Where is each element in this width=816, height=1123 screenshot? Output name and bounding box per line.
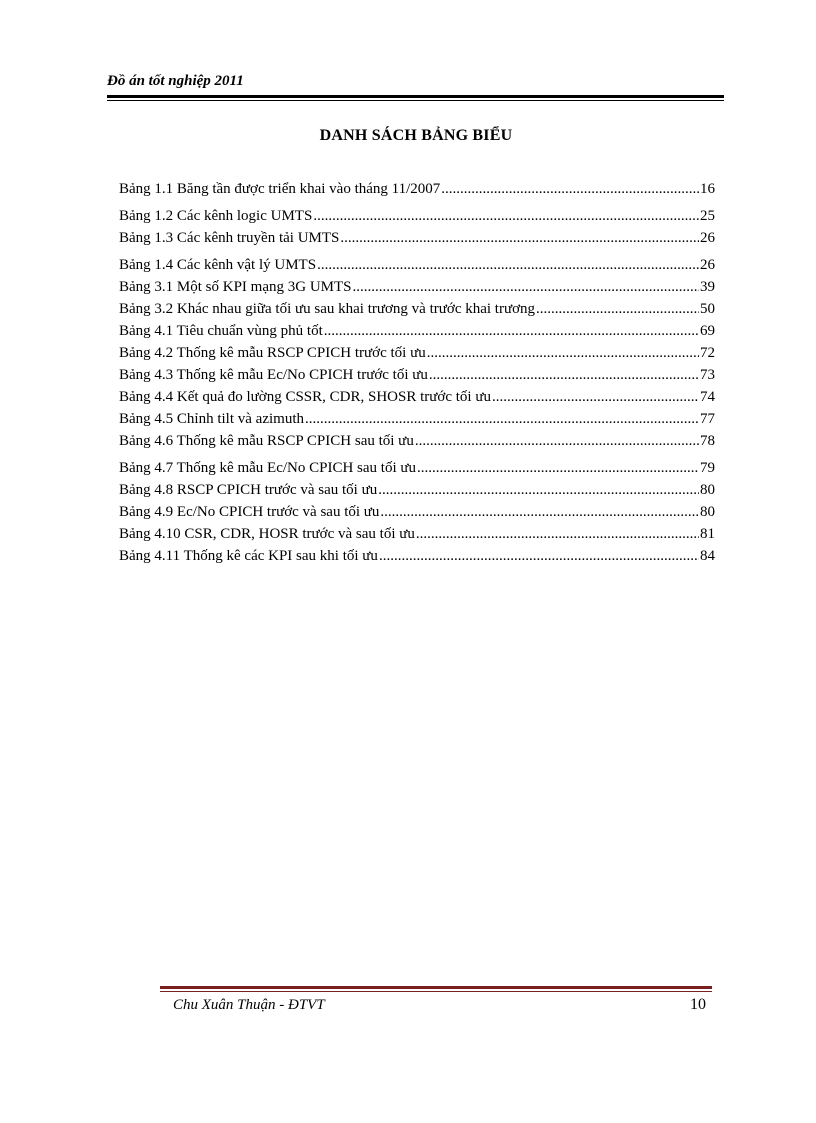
toc-item-label: Bảng 4.4 Kết quả đo lường CSSR, CDR, SHOSR trước tối ưu bbox=[119, 389, 491, 405]
toc-item[interactable] bbox=[119, 408, 715, 430]
toc-item-page: 39 bbox=[700, 279, 715, 295]
toc-item-label: Bảng 4.3 Thống kê mẫu Ec/No CPICH trước tối ưu bbox=[119, 367, 428, 383]
toc-leader bbox=[340, 227, 699, 249]
header-rule bbox=[107, 95, 724, 98]
toc-leader bbox=[415, 430, 699, 452]
page-number: 10 bbox=[690, 996, 706, 1013]
footer-rule-thin bbox=[160, 991, 712, 992]
toc-item-label: Bảng 4.8 RSCP CPICH trước và sau tối ưu bbox=[119, 482, 378, 498]
toc-item-page: 80 bbox=[700, 504, 715, 520]
toc-leader bbox=[427, 342, 699, 364]
toc-leader bbox=[380, 501, 699, 523]
toc-item[interactable] bbox=[119, 205, 715, 227]
toc-leader bbox=[416, 523, 699, 545]
page-title: DANH SÁCH BẢNG BIỂU bbox=[319, 127, 513, 144]
toc-item[interactable] bbox=[119, 545, 715, 567]
toc-leader bbox=[417, 457, 699, 479]
toc-leader bbox=[536, 298, 699, 320]
toc-leader bbox=[379, 545, 699, 567]
toc-item-label: Bảng 3.1 Một số KPI mạng 3G UMTS bbox=[119, 279, 352, 295]
footer-author: Chu Xuân Thuận - ĐTVT bbox=[173, 997, 325, 1013]
toc-item-page: 72 bbox=[700, 345, 715, 361]
toc-item-label: Bảng 4.9 Ec/No CPICH trước và sau tối ưu bbox=[119, 504, 380, 520]
header-title: Đồ án tốt nghiệp 2011 bbox=[107, 73, 244, 89]
toc-item-page: 78 bbox=[700, 433, 715, 449]
toc-item-page: 84 bbox=[700, 548, 715, 564]
toc-leader bbox=[441, 178, 699, 200]
toc-leader bbox=[313, 205, 699, 227]
toc-item-label: Bảng 4.2 Thống kê mẫu RSCP CPICH trước tối ưu bbox=[119, 345, 426, 361]
toc-leader bbox=[305, 408, 699, 430]
table-list bbox=[119, 178, 715, 567]
toc-item-label: Bảng 1.4 Các kênh vật lý UMTS bbox=[119, 257, 317, 273]
toc-item-label: Bảng 1.1 Băng tần được triển khai vào tháng 11/2007 bbox=[119, 181, 441, 197]
toc-item[interactable] bbox=[119, 178, 715, 200]
toc-item-label: Bảng 4.1 Tiêu chuẩn vùng phủ tốt bbox=[119, 323, 323, 339]
toc-item[interactable] bbox=[119, 364, 715, 386]
toc-item[interactable] bbox=[119, 479, 715, 501]
toc-item[interactable] bbox=[119, 254, 715, 276]
toc-item-page: 73 bbox=[700, 367, 715, 383]
toc-item-page: 26 bbox=[700, 257, 715, 273]
toc-item-page: 25 bbox=[700, 208, 715, 224]
toc-item-page: 80 bbox=[700, 482, 715, 498]
toc-item[interactable] bbox=[119, 320, 715, 342]
toc-item[interactable] bbox=[119, 430, 715, 452]
toc-item[interactable] bbox=[119, 298, 715, 320]
toc-item[interactable] bbox=[119, 342, 715, 364]
toc-item[interactable] bbox=[119, 523, 715, 545]
toc-item-label: Bảng 4.5 Chỉnh tilt và azimuth bbox=[119, 411, 304, 427]
toc-item-label: Bảng 4.7 Thống kê mẫu Ec/No CPICH sau tối ưu bbox=[119, 460, 416, 476]
toc-leader bbox=[317, 254, 699, 276]
toc-item-page: 77 bbox=[700, 411, 715, 427]
toc-item-label: Bảng 4.6 Thống kê mẫu RSCP CPICH sau tối ưu bbox=[119, 433, 414, 449]
toc-item-label: Bảng 1.3 Các kênh truyền tải UMTS bbox=[119, 230, 340, 246]
footer-rule bbox=[160, 986, 712, 989]
toc-item-page: 69 bbox=[700, 323, 715, 339]
toc-item-page: 79 bbox=[700, 460, 715, 476]
toc-item-label: Bảng 4.11 Thống kê các KPI sau khi tối ưu bbox=[119, 548, 378, 564]
toc-leader bbox=[492, 386, 699, 408]
toc-item-label: Bảng 1.2 Các kênh logic UMTS bbox=[119, 208, 313, 224]
toc-item[interactable] bbox=[119, 386, 715, 408]
toc-leader bbox=[429, 364, 699, 386]
toc-item[interactable] bbox=[119, 227, 715, 249]
toc-item-label: Bảng 4.10 CSR, CDR, HOSR trước và sau tối ưu bbox=[119, 526, 415, 542]
toc-item-page: 50 bbox=[700, 301, 715, 317]
toc-item-page: 26 bbox=[700, 230, 715, 246]
toc-item-page: 16 bbox=[700, 181, 715, 197]
toc-item[interactable] bbox=[119, 501, 715, 523]
toc-leader bbox=[324, 320, 699, 342]
toc-item-page: 81 bbox=[700, 526, 715, 542]
toc-item[interactable] bbox=[119, 276, 715, 298]
toc-leader bbox=[378, 479, 699, 501]
toc-item[interactable] bbox=[119, 457, 715, 479]
header-rule-thin bbox=[107, 100, 724, 101]
toc-item-page: 74 bbox=[700, 389, 715, 405]
toc-leader bbox=[353, 276, 699, 298]
toc-item-label: Bảng 3.2 Khác nhau giữa tối ưu sau khai trương và trước khai trương bbox=[119, 301, 536, 317]
